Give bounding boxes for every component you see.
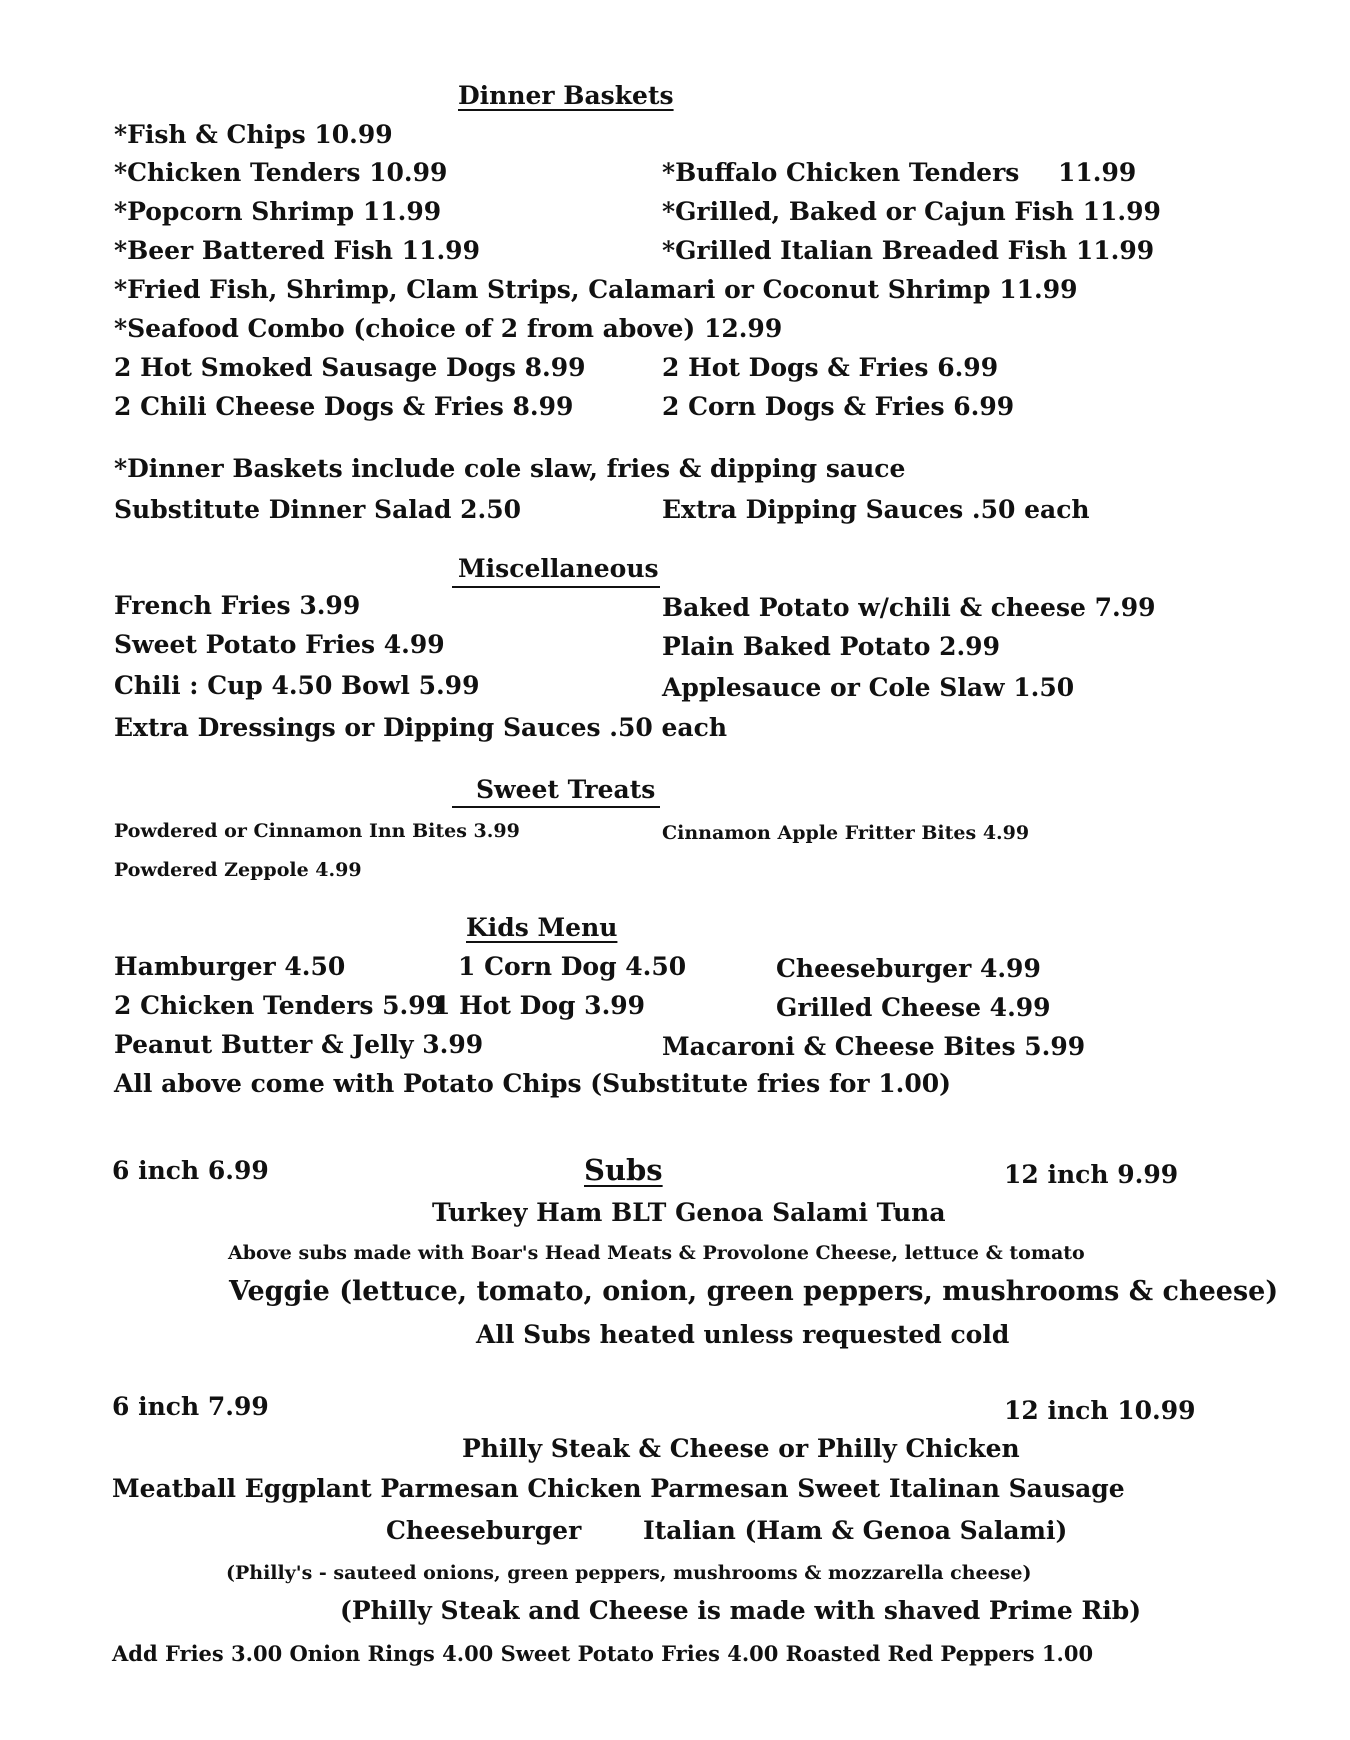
subs-cheeseburger: Cheeseburger [386,1516,582,1545]
misc-sweet-potato-fries: Sweet Potato Fries 4.99 [114,630,445,659]
kids-menu-heading: Kids Menu [466,913,618,942]
menu-item-hot-dogs-fries: 2 Hot Dogs & Fries 6.99 [662,353,999,382]
subs-cold-list: Turkey Ham BLT Genoa Salami Tuna [432,1198,946,1227]
sweet-inn-bites: Powdered or Cinnamon Inn Bites 3.99 [114,820,520,842]
kids-corn-dog: 1 Corn Dog 4.50 [458,952,687,981]
subs-prime-rib-note: (Philly Steak and Cheese is made with shaved Prime Rib) [340,1596,1142,1625]
subs-hot-list: Meatball Eggplant Parmesan Chicken Parmesan Sweet Italinan Sausage [112,1474,1125,1503]
subs-hot-price-12: 12 inch 10.99 [1004,1396,1196,1425]
misc-extra-dressings: Extra Dressings or Dipping Sauces .50 each [114,713,728,742]
menu-item-sausage-dogs: 2 Hot Smoked Sausage Dogs 8.99 [114,353,586,382]
menu-item-beer-battered-fish: *Beer Battered Fish 11.99 [114,236,480,265]
misc-applesauce-cole-slaw: Applesauce or Cole Slaw 1.50 [662,673,1075,702]
menu-item-grilled-fish: *Grilled, Baked or Cajun Fish 11.99 [662,197,1161,226]
menu-item-fish-chips: *Fish & Chips 10.99 [114,120,393,149]
kids-menu-note: All above come with Potato Chips (Substitute fries for 1.00) [114,1069,951,1098]
kids-chicken-tenders: 2 Chicken Tenders 5.99 [114,991,444,1020]
subs-hot-price-6: 6 inch 7.99 [112,1392,269,1421]
sweet-zeppole: Powdered Zeppole 4.99 [114,859,362,881]
menu-item-corn-dogs-fries: 2 Corn Dogs & Fries 6.99 [662,392,1015,421]
extra-dipping-sauces: Extra Dipping Sauces .50 each [662,495,1090,524]
subs-philly-note: (Philly's - sauteed onions, green peppers, mushrooms & mozzarella cheese) [226,1562,1032,1584]
kids-grilled-cheese: Grilled Cheese 4.99 [776,993,1051,1022]
menu-item-popcorn-shrimp: *Popcorn Shrimp 11.99 [114,197,442,226]
menu-item-buffalo-chicken-tenders: *Buffalo Chicken Tenders [662,158,1020,187]
kids-pbj: Peanut Butter & Jelly 3.99 [114,1030,484,1059]
menu-item-fried-seafood: *Fried Fish, Shrimp, Clam Strips, Calamari or Coconut Shrimp 11.99 [114,275,1078,304]
sweet-treats-heading: Sweet Treats [476,775,656,804]
menu-item-italian-breaded-fish: *Grilled Italian Breaded Fish 11.99 [662,236,1155,265]
menu-item-chicken-tenders: *Chicken Tenders 10.99 [114,158,448,187]
menu-item-seafood-combo: *Seafood Combo (choice of 2 from above) 12.99 [114,314,783,343]
subs-italian: Italian (Ham & Genoa Salami) [643,1516,1068,1545]
menu-item-buffalo-price: 11.99 [1058,158,1137,187]
subs-heading: Subs [584,1153,663,1187]
subs-philly-line: Philly Steak & Cheese or Philly Chicken [462,1434,1020,1463]
misc-plain-baked-potato: Plain Baked Potato 2.99 [662,632,1000,661]
kids-hot-dog: 1 Hot Dog 3.99 [433,991,646,1020]
misc-french-fries: French Fries 3.99 [114,591,361,620]
misc-baked-potato-chili: Baked Potato w/chili & cheese 7.99 [662,593,1156,622]
kids-cheeseburger: Cheeseburger 4.99 [776,954,1041,983]
sweet-treats-underline [452,806,660,808]
miscellaneous-underline [452,586,660,588]
kids-mac-cheese-bites: Macaroni & Cheese Bites 5.99 [662,1032,1086,1061]
sweet-apple-fritter-bites: Cinnamon Apple Fritter Bites 4.99 [662,822,1030,844]
subs-addons: Add Fries 3.00 Onion Rings 4.00 Sweet Potato Fries 4.00 Roasted Red Peppers 1.00 [112,1641,1094,1666]
subs-heated-note: All Subs heated unless requested cold [476,1320,1010,1349]
subs-veggie: Veggie (lettuce, tomato, onion, green peppers, mushrooms & cheese) [229,1276,1279,1307]
subs-boars-head-note: Above subs made with Boar's Head Meats & Provolone Cheese, lettuce & tomato [228,1242,1085,1264]
miscellaneous-heading: Miscellaneous [458,554,659,583]
menu-item-chili-cheese-dogs: 2 Chili Cheese Dogs & Fries 8.99 [114,392,574,421]
dinner-baskets-heading: Dinner Baskets [458,81,674,110]
subs-cold-price-6: 6 inch 6.99 [112,1156,269,1185]
substitute-salad: Substitute Dinner Salad 2.50 [114,495,522,524]
subs-cold-price-12: 12 inch 9.99 [1004,1160,1179,1189]
dinner-baskets-note: *Dinner Baskets include cole slaw, fries & dipping sauce [114,454,906,483]
misc-chili: Chili : Cup 4.50 Bowl 5.99 [114,671,480,700]
kids-hamburger: Hamburger 4.50 [114,952,346,981]
